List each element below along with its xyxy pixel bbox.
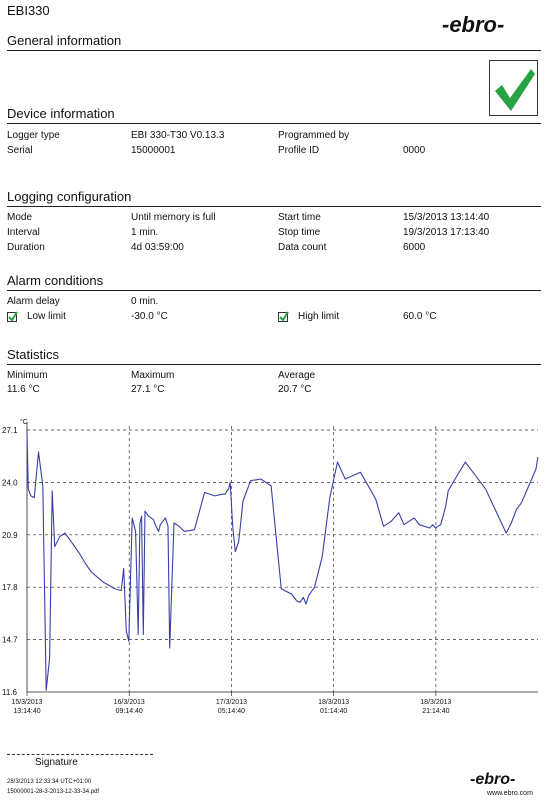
x-tick-label-date: 18/3/2013 [318, 699, 350, 706]
minimum-value: 11.6 °C [7, 384, 40, 395]
interval-label: Interval [7, 227, 40, 238]
high-limit-checkbox[interactable] [278, 312, 288, 322]
section-title-general: General information [7, 33, 122, 48]
signature-line [7, 754, 153, 755]
check-icon [279, 311, 289, 322]
x-tick-label-date: 15/3/2013 [11, 699, 43, 706]
high-limit-value: 60.0 °C [403, 311, 437, 322]
y-tick-label: 17.8 [2, 583, 18, 593]
interval-value: 1 min. [131, 227, 159, 238]
x-tick-label-date: 18/3/2013 [420, 699, 452, 706]
data-count-label: Data count [278, 242, 327, 253]
start-time-value: 15/3/2013 13:14:40 [403, 212, 490, 223]
divider [7, 364, 541, 365]
stop-time-value: 19/3/2013 17:13:40 [403, 227, 490, 238]
x-tick-label-time: 01:14:40 [320, 708, 348, 715]
x-tick-label-time: 05:14:40 [217, 708, 246, 715]
footer-filename: 15000001-28-3-2013-12-33-34.pdf [7, 789, 100, 795]
section-title-statistics: Statistics [7, 347, 60, 362]
maximum-label: Maximum [131, 370, 175, 381]
footer-url: www.ebro.com [487, 790, 533, 797]
ebro-logo-footer: -ebro- [470, 771, 516, 788]
check-mark-icon [490, 61, 539, 117]
x-tick-label-date: 17/3/2013 [215, 699, 248, 706]
section-title-logging: Logging configuration [7, 189, 132, 204]
divider [7, 290, 541, 291]
minimum-label: Minimum [7, 370, 48, 381]
divider [7, 123, 541, 124]
average-value: 20.7 °C [278, 384, 312, 395]
maximum-value: 27.1 °C [131, 384, 165, 395]
y-tick-label: 11.6 [2, 688, 17, 697]
duration-value: 4d 03:59:00 [131, 242, 184, 253]
alarm-delay-value: 0 min. [131, 296, 159, 307]
ebro-logo: -ebro- [442, 12, 505, 37]
check-icon [8, 311, 18, 322]
section-title-alarm: Alarm conditions [7, 273, 104, 288]
x-tick-label-time: 09:14:40 [115, 708, 143, 715]
x-tick-label-date: 16/3/2013 [113, 699, 145, 706]
temperature-chart [0, 415, 546, 740]
x-tick-label-time: 21:14:40 [422, 708, 450, 715]
y-tick-label: 24.0 [2, 478, 18, 488]
low-limit-label: Low limit [27, 311, 66, 322]
profile-id-value: 0000 [403, 145, 426, 156]
status-box [489, 60, 538, 116]
document-title: EBI330 [7, 3, 50, 18]
signature-label: Signature [35, 757, 78, 768]
duration-label: Duration [7, 242, 45, 253]
divider [7, 206, 541, 207]
mode-value: Until memory is full [131, 212, 216, 223]
profile-id-label: Profile ID [278, 145, 320, 156]
divider [7, 50, 541, 51]
programmed-by-label: Programmed by [278, 130, 350, 141]
logger-type-label: Logger type [7, 130, 60, 141]
mode-label: Mode [7, 212, 33, 223]
y-axis-unit: °C [20, 419, 28, 426]
y-tick-label: 14.7 [2, 635, 18, 645]
section-title-device: Device information [7, 106, 115, 121]
stop-time-label: Stop time [278, 227, 321, 238]
low-limit-checkbox[interactable] [7, 312, 17, 322]
serial-value: 15000001 [131, 145, 176, 156]
logger-type-value: EBI 330-T30 V0.13.3 [131, 130, 225, 141]
serial-label: Serial [7, 145, 33, 156]
data-count-value: 6000 [403, 242, 426, 253]
high-limit-label: High limit [298, 311, 340, 322]
x-tick-label-time: 13:14:40 [13, 708, 41, 715]
temperature-series-line [27, 430, 538, 690]
footer-timestamp: 28/3/2013 12:33:34 UTC+01:00 [7, 779, 92, 785]
alarm-delay-label: Alarm delay [7, 296, 60, 307]
y-tick-label: 27.1 [2, 426, 18, 435]
start-time-label: Start time [278, 212, 321, 223]
average-label: Average [278, 370, 316, 381]
low-limit-value: -30.0 °C [131, 311, 168, 322]
y-tick-label: 20.9 [2, 530, 18, 540]
